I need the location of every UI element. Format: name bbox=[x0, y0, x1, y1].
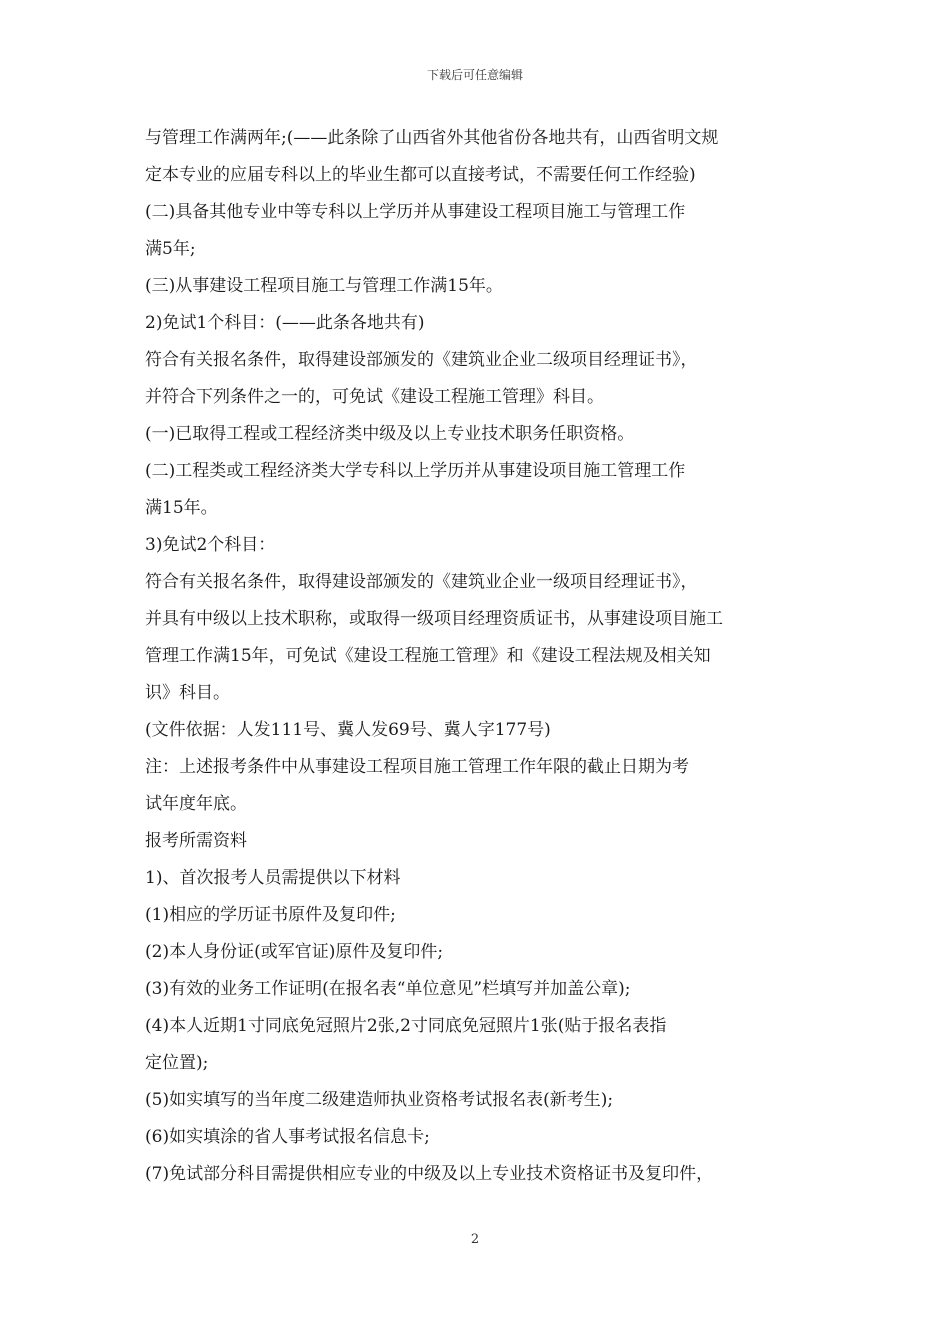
paragraph: (5)如实填写的当年度二级建造师执业资格考试报名表(新考生); bbox=[145, 1090, 614, 1110]
paragraph: (6)如实填涂的省人事考试报名信息卡; bbox=[145, 1127, 430, 1147]
paragraph: 报考所需资料 bbox=[145, 831, 247, 851]
paragraph: (2)本人身份证(或军官证)原件及复印件; bbox=[145, 942, 444, 962]
paragraph: 3)免试2个科目： bbox=[145, 535, 276, 555]
paragraph: (7)免试部分科目需提供相应专业的中级及以上专业技术资格证书及复印件， bbox=[145, 1164, 714, 1184]
document-body bbox=[145, 120, 813, 1193]
paragraph: 符合有关报名条件，取得建设部颁发的《建筑业企业一级项目经理证书》， 并具有中级以上技术职称，或取得一级项目经理资质证书，从事建设项目施工 管理工作满15年，可免试《建设工程施工管理》和《建设工程法规及相关知 识》科目。 bbox=[145, 572, 723, 703]
paragraph: 2)免试1个科目：(——此条各地共有) bbox=[145, 313, 425, 333]
paragraph: (1)相应的学历证书原件及复印件; bbox=[145, 905, 396, 925]
paragraph: (文件依据：人发111号、冀人发69号、冀人字177号) bbox=[145, 720, 551, 740]
paragraph: (一)已取得工程或工程经济类中级及以上专业技术职务任职资格。 bbox=[145, 424, 635, 444]
paragraph: 符合有关报名条件，取得建设部颁发的《建筑业企业二级项目经理证书》， 并符合下列条件之一的，可免试《建设工程施工管理》科目。 bbox=[145, 350, 698, 407]
paragraph: (三)从事建设工程项目施工与管理工作满15年。 bbox=[145, 276, 503, 296]
paragraph: (二)具备其他专业中等专科以上学历并从事建设工程项目施工与管理工作 满5年; bbox=[145, 202, 686, 259]
paragraph: 注：上述报考条件中从事建设工程项目施工管理工作年限的截止日期为考 试年度年底。 bbox=[145, 757, 689, 814]
paragraph: (4)本人近期1寸同底免冠照片2张,2寸同底免冠照片1张(贴于报名表指 定位置); bbox=[145, 1016, 667, 1073]
page-header: 下载后可任意编辑 bbox=[426, 68, 523, 82]
paragraph: 1)、首次报考人员需提供以下材料 bbox=[145, 868, 401, 888]
paragraph: (二)工程类或工程经济类大学专科以上学历并从事建设项目施工管理工作 满15年。 bbox=[145, 461, 686, 518]
paragraph: (3)有效的业务工作证明(在报名表“单位意见”栏填写并加盖公章); bbox=[145, 979, 631, 999]
page-number: 2 bbox=[470, 1232, 480, 1247]
paragraph: 与管理工作满两年;(——此条除了山西省外其他省份各地共有，山西省明文规 定本专业的应届专科以上的毕业生都可以直接考试，不需要任何工作经验) bbox=[145, 128, 719, 185]
